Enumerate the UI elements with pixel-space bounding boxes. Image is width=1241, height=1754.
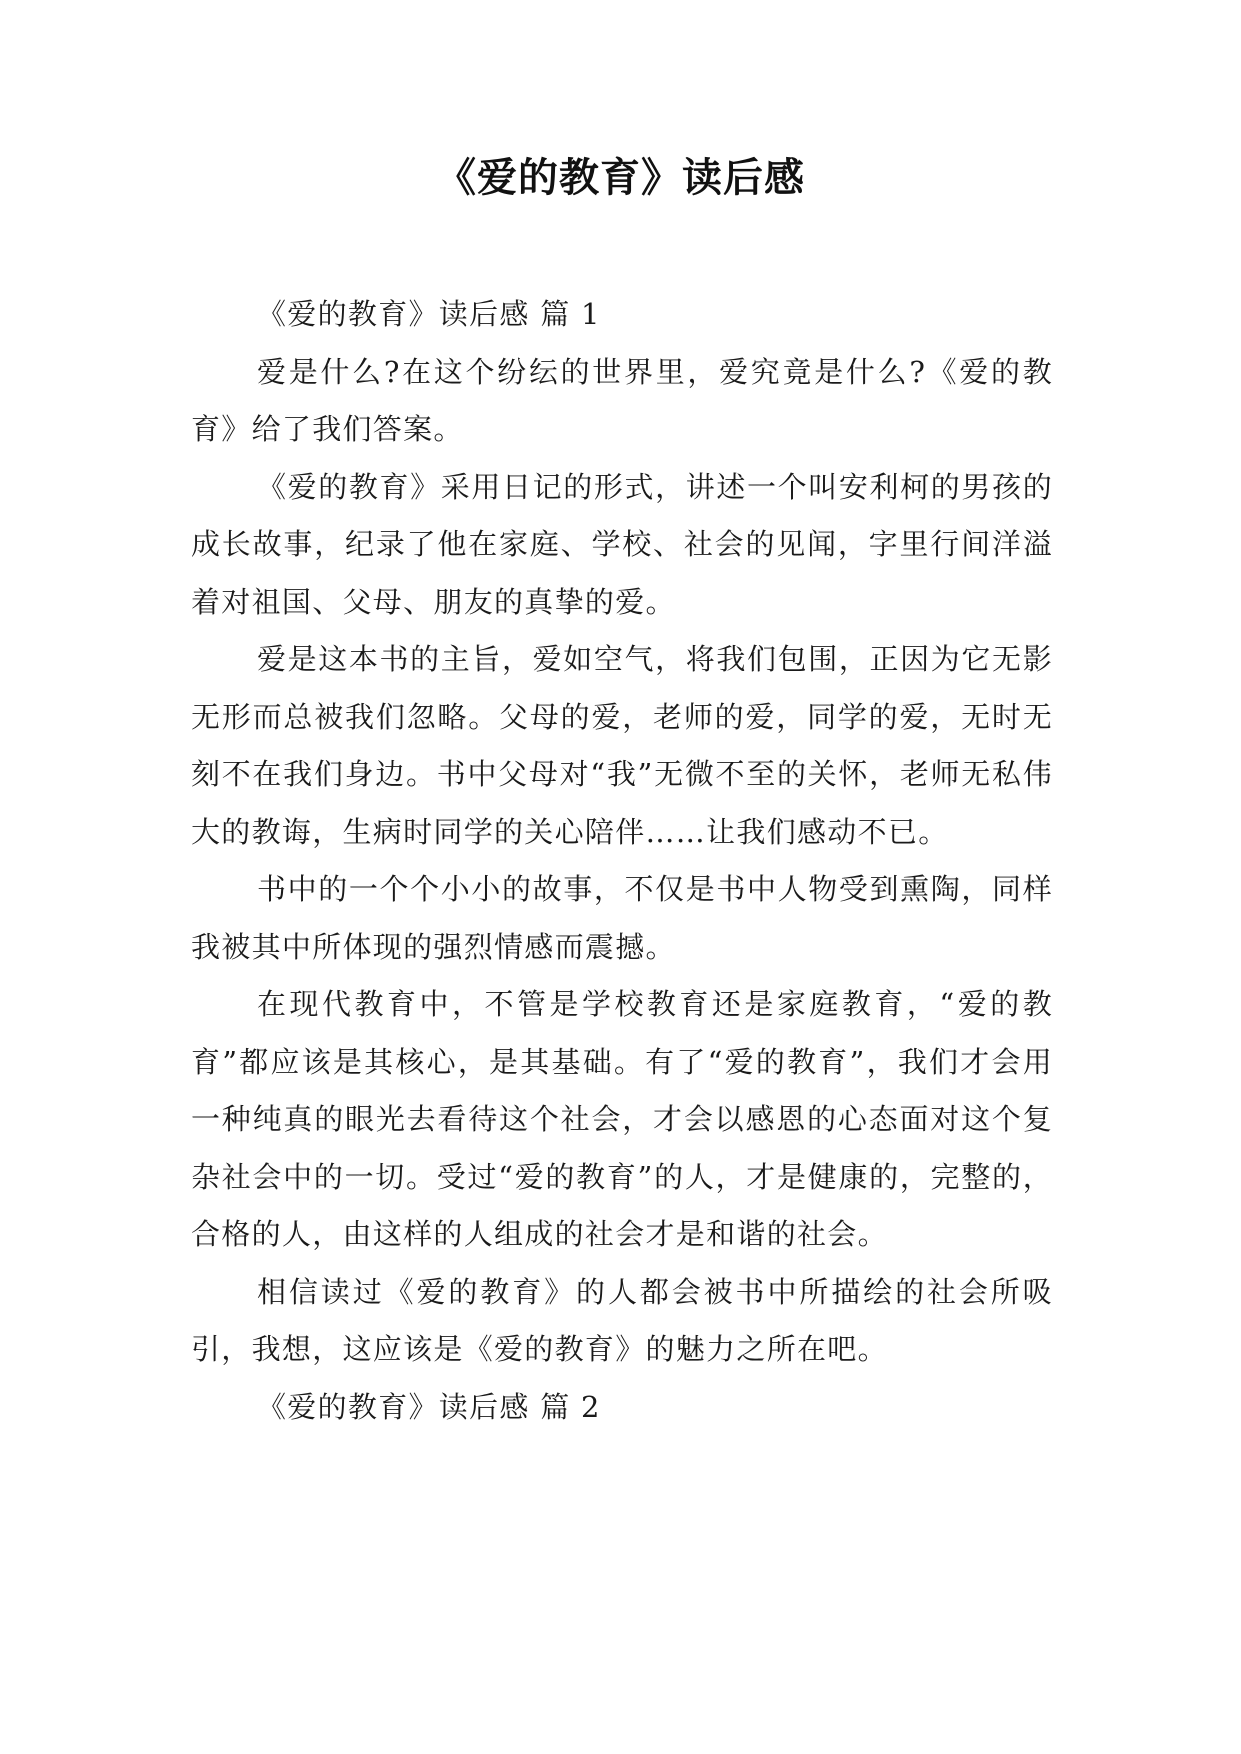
paragraph: 爱是这本书的主旨，爱如空气，将我们包围，正因为它无影无形而总被我们忽略。父母的爱，老师的爱，同学的爱，无时无刻不在我们身边。书中父母对“我”无微不至的关怀，老师无私伟大的教诲，生病时同学的关心陪伴……让我们感动不已。 [191, 642, 1053, 849]
section-heading-1: 《爱的教育》读后感 篇 1 [257, 297, 601, 331]
paragraph: 《爱的教育》采用日记的形式，讲述一个叫安利柯的男孩的成长故事，纪录了他在家庭、学校、社会的见闻，字里行间洋溢着对祖国、父母、朋友的真挚的爱。 [191, 469, 1053, 619]
document-body [191, 286, 1053, 1436]
section-heading-2: 《爱的教育》读后感 篇 2 [257, 1389, 601, 1424]
paragraph: 相信读过《爱的教育》的人都会被书中所描绘的社会所吸引，我想，这应该是《爱的教育》的魅力之所在吧。 [191, 1274, 1053, 1366]
document-title: 《爱的教育》读后感 [436, 155, 805, 201]
paragraph: 爱是什么?在这个纷纭的世界里，爱究竟是什么?《爱的教育》给了我们答案。 [191, 354, 1053, 446]
paragraph: 在现代教育中，不管是学校教育还是家庭教育，“爱的教育”都应该是其核心，是其基础。有了“爱的教育”，我们才会用一种纯真的眼光去看待这个社会，才会以感恩的心态面对这个复杂社会中的一切。受过“爱的教育”的人，才是健康的，完整的，合格的人，由这样的人组成的社会才是和谐的社会。 [191, 987, 1053, 1251]
paragraph: 书中的一个个小小的故事，不仅是书中人物受到熏陶，同样我被其中所体现的强烈情感而震撼。 [191, 872, 1053, 964]
